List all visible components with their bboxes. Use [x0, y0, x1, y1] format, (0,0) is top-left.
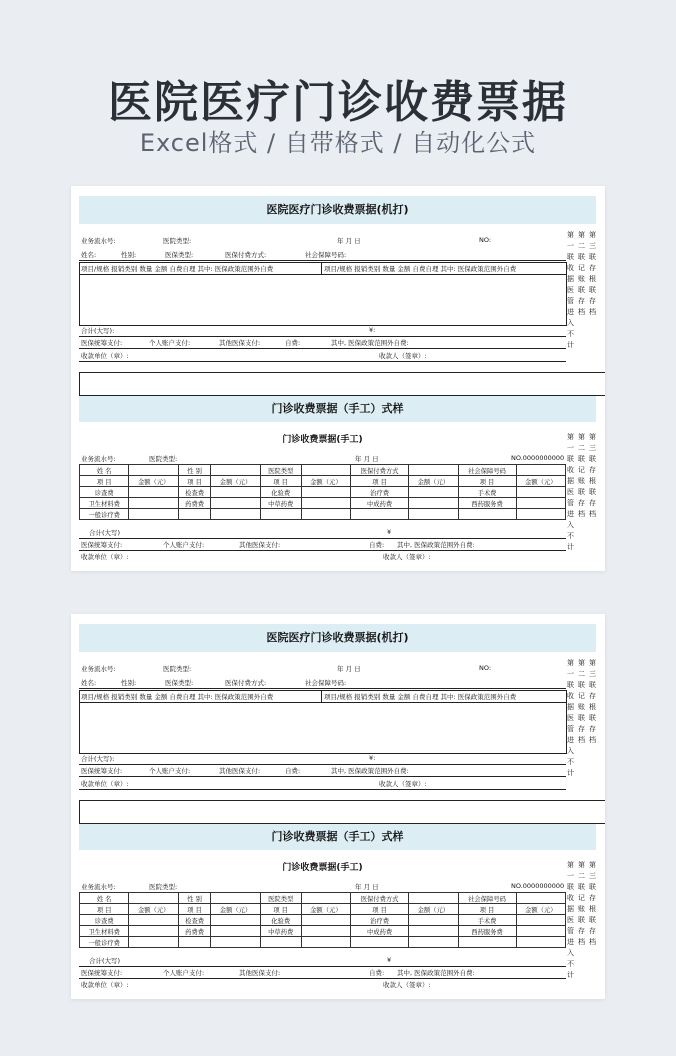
machine-title-band: 医院医疗门诊收费票据(机打) [79, 196, 596, 224]
other-pay-label: 其他医保支付: [219, 767, 261, 775]
sex-label: 性别: [121, 251, 137, 259]
blank-separator [79, 372, 605, 396]
manual-payee-label: 收款人（签章）: [383, 553, 431, 561]
no-label: NO: [479, 664, 492, 672]
manual-no-label: NO.0000000000 [511, 454, 565, 462]
manual-band: 门诊收费票据（手工）式样 [79, 396, 596, 422]
date-label: 年 月 日 [337, 665, 361, 673]
manual-fund-pay-label: 医保统筹支付: [81, 969, 123, 977]
manual-total-label: 合计(大写) [89, 957, 121, 965]
manual-personal-pay-label: 个人账户支付: [163, 541, 205, 549]
stub-copy-1: 第一联收据 医 管 进 入 不 计 [567, 659, 574, 777]
stub-copy-1: 第一联收据 医 管 进 入 不 计 [567, 231, 574, 349]
fund-pay-label: 医保统筹支付: [81, 767, 123, 775]
unit-label: 收款单位（章）: [81, 780, 129, 788]
items-header-left: 项目/规格 报销类别 数量 金额 自费自理 其中: 医保政策范围外自费 [81, 265, 274, 273]
serial-label: 业务流水号: [81, 665, 116, 673]
total-caps-label: 合计(大写): [81, 327, 115, 335]
hero-title: 医院医疗门诊收费票据 [108, 77, 568, 128]
manual-band-2: 门诊收费票据（手工）式样 [79, 824, 596, 850]
table-row: 卫生材料费 药费费 中草药费 中成药费 西药服务费 [80, 498, 566, 509]
items-header-left: 项目/规格 报销类别 数量 金额 自费自理 其中: 医保政策范围外自费 [81, 693, 274, 701]
name-label: 姓名: [81, 251, 97, 259]
hosp-type-label: 医院类型: [163, 237, 192, 245]
manual-date-label: 年 月 日 [355, 883, 379, 891]
personal-pay-label: 个人账户支付: [149, 767, 191, 775]
manual-title: 门诊收费票据(手工) [282, 863, 363, 873]
manual-other-pay-label: 其他医保支付: [239, 969, 281, 977]
yen-label: ¥: [369, 326, 376, 334]
manual-fee-table: 姓 名 性 别 医院类型 医保付费方式 社会保障号码 项 目 金额（元） 项 目 金额（元） 项 目 金额（元） 项 目 金额（元） 项 目 金额（元） 诊查费 检查费 化验费 治疗费 手术费 卫生材料费 药费费 中草药费 中成药费 西药服务费 一般诊疗费 [79, 892, 566, 948]
manual-self-pay-label: 自费: [369, 541, 385, 549]
manual-self-pay-label: 自费: [369, 969, 385, 977]
fund-pay-label: 医保统筹支付: [81, 339, 123, 347]
outside-pay-label: 其中, 医保政策范围外自费: [331, 767, 409, 775]
stub-copy-3: 第三联存根 联 存 档 [589, 659, 596, 744]
receipt-card-bottom [71, 614, 605, 999]
manual-payee-label: 收款人（签章）: [383, 981, 431, 989]
serial-label: 业务流水号: [81, 237, 116, 245]
stub-copy-3: 第三联存根 联 存 档 [589, 231, 596, 316]
total-caps-label: 合计(大写): [81, 755, 115, 763]
payee-label: 收款人（签章）: [379, 352, 427, 360]
machine-title-band-2: 医院医疗门诊收费票据(机打) [79, 624, 596, 652]
receipt-card-top [71, 186, 605, 571]
manual-title: 门诊收费票据(手工) [282, 435, 363, 445]
insurance-type-label: 医保类型: [165, 251, 194, 259]
manual-other-pay-label: 其他医保支付: [239, 541, 281, 549]
no-label: NO: [479, 236, 492, 244]
manual-serial-label: 业务流水号: [81, 455, 116, 463]
manual-fee-table: 姓 名 性 别 医院类型 医保付费方式 社会保障号码 项 目 金额（元） 项 目 金额（元） 项 目 金额（元） 项 目 金额（元） 项 目 金额（元） 诊查费 检查费 化验费 治疗费 手术费 卫生材料费 药费费 中草药费 中成药费 西药服务费 一般诊疗费 [79, 464, 566, 520]
machine-receipt [79, 234, 566, 364]
machine-receipt-2 [79, 662, 566, 792]
manual-outside-pay-label: 其中, 医保政策范围外自费: [397, 541, 475, 549]
pay-method-label: 医保付费方式: [225, 679, 267, 687]
manual-stub-copy-3: 第三联存根 联 存 档 [589, 861, 596, 946]
items-header-right: 项目/规格 报销类别 数量 金额 自费自理 其中: 医保政策范围外自费 [324, 265, 517, 273]
manual-serial-label: 业务流水号: [81, 883, 116, 891]
manual-stub-copy-2: 第二联记账 联 存 档 [578, 433, 585, 518]
manual-date-label: 年 月 日 [355, 455, 379, 463]
outside-pay-label: 其中, 医保政策范围外自费: [331, 339, 409, 347]
manual-yen-label: ¥ [387, 956, 392, 964]
personal-pay-label: 个人账户支付: [149, 339, 191, 347]
manual-stub-copy-2: 第二联记账 联 存 档 [578, 861, 585, 946]
manual-unit-label: 收款单位（章）: [81, 981, 129, 989]
unit-label: 收款单位（章）: [81, 352, 129, 360]
table-row: 一般诊疗费 [80, 937, 566, 948]
manual-hosp-type-label: 医院类型: [149, 883, 178, 891]
stub-copy-2: 第二联记账 联 存 档 [578, 231, 585, 316]
table-row: 诊查费 检查费 化验费 治疗费 手术费 [80, 487, 566, 498]
manual-outside-pay-label: 其中, 医保政策范围外自费: [397, 969, 475, 977]
table-row: 卫生材料费 药费费 中草药费 中成药费 西药服务费 [80, 926, 566, 937]
manual-total-label: 合计(大写) [89, 529, 121, 537]
manual-hosp-type-label: 医院类型: [149, 455, 178, 463]
table-row: 诊查费 检查费 化验费 治疗费 手术费 [80, 915, 566, 926]
other-pay-label: 其他医保支付: [219, 339, 261, 347]
blank-separator [79, 800, 605, 824]
manual-yen-label: ¥ [387, 528, 392, 536]
payee-label: 收款人（签章）: [379, 780, 427, 788]
sex-label: 性别: [121, 679, 137, 687]
yen-label: ¥: [369, 754, 376, 762]
manual-stub-copy-1: 第一联收据 医 管 进 入 不 计 [567, 433, 574, 551]
manual-stub-copy-1: 第一联收据 医 管 进 入 不 计 [567, 861, 574, 979]
pay-method-label: 医保付费方式: [225, 251, 267, 259]
stub-copy-2: 第二联记账 联 存 档 [578, 659, 585, 744]
manual-stub-copy-3: 第三联存根 联 存 档 [589, 433, 596, 518]
ss-no-label: 社会保障号码: [305, 679, 347, 687]
ss-no-label: 社会保障号码: [305, 251, 347, 259]
hosp-type-label: 医院类型: [163, 665, 192, 673]
self-pay-label: 自费: [285, 767, 301, 775]
table-row: 一般诊疗费 [80, 509, 566, 520]
manual-no-label: NO.0000000000 [511, 882, 565, 890]
name-label: 姓名: [81, 679, 97, 687]
date-label: 年 月 日 [337, 237, 361, 245]
manual-unit-label: 收款单位（章）: [81, 553, 129, 561]
self-pay-label: 自费: [285, 339, 301, 347]
hero-subtitle: Excel格式 / 自带格式 / 自动化公式 [139, 129, 537, 157]
insurance-type-label: 医保类型: [165, 679, 194, 687]
manual-receipt [79, 430, 566, 566]
items-header-right: 项目/规格 报销类别 数量 金额 自费自理 其中: 医保政策范围外自费 [324, 693, 517, 701]
manual-fund-pay-label: 医保统筹支付: [81, 541, 123, 549]
manual-personal-pay-label: 个人账户支付: [163, 969, 205, 977]
manual-receipt-2 [79, 858, 566, 994]
